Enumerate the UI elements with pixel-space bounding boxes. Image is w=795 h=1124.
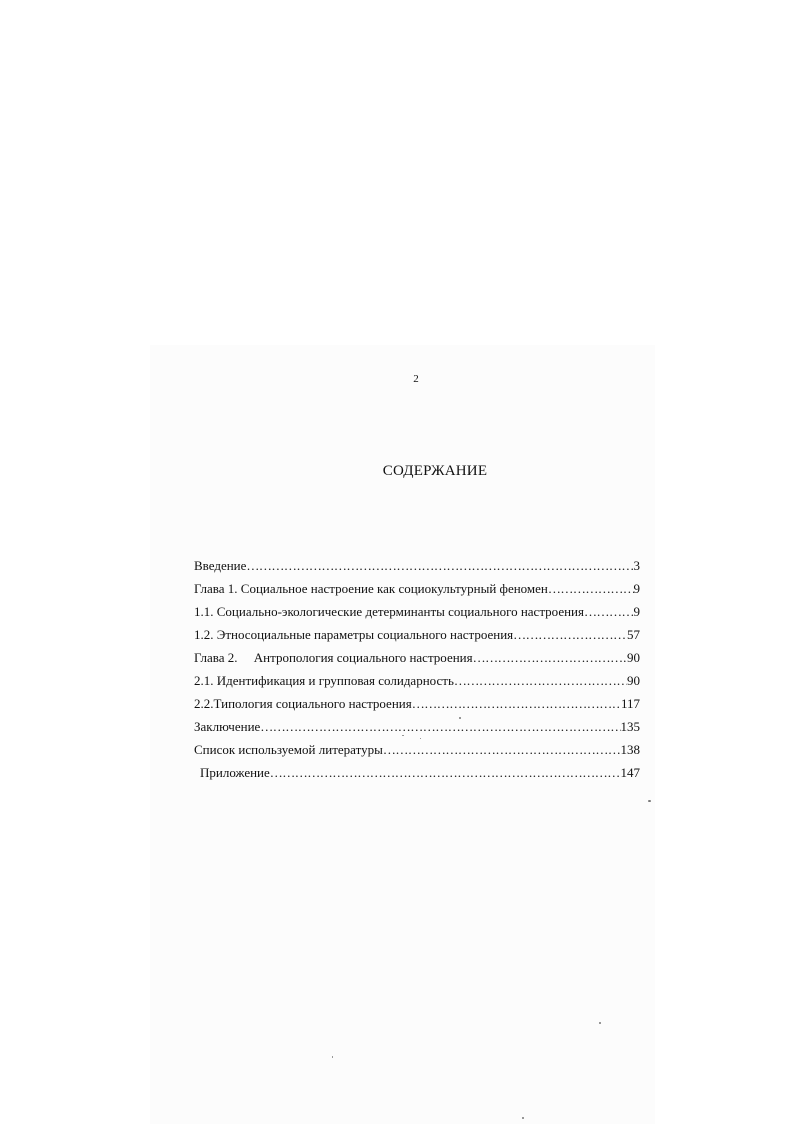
toc-entry-page: 9 (633, 604, 640, 619)
table-of-contents (194, 557, 640, 787)
toc-entry-title: Введение (194, 558, 247, 573)
scan-speck (648, 800, 651, 802)
toc-dot-leader (260, 718, 620, 736)
toc-entry-appendix[interactable] (194, 764, 640, 787)
scan-speck (402, 735, 404, 736)
toc-dot-leader (270, 764, 621, 782)
toc-entry-title: Глава 1. Социальное настроение как социокультурный феномен (194, 581, 548, 596)
toc-entry-conclusion[interactable] (194, 718, 640, 741)
toc-entry-title: 1.2. Этносоциальные параметры социального настроения (194, 627, 514, 642)
toc-entry-page: 90 (627, 650, 640, 665)
toc-entry-title: Список используемой литературы (194, 742, 383, 757)
toc-entry-section-1-1[interactable] (194, 603, 640, 626)
scan-speck (420, 738, 421, 739)
toc-entry-chapter-2[interactable] (194, 649, 640, 672)
toc-dot-leader (412, 695, 621, 713)
toc-entry-page: 147 (620, 765, 640, 780)
toc-entry-title: Приложение (200, 765, 270, 780)
toc-entry-page: 117 (620, 696, 640, 711)
toc-dot-leader (584, 603, 634, 621)
toc-entry-page: 138 (620, 742, 640, 757)
scan-speck (522, 1117, 524, 1119)
scan-speck (332, 1056, 333, 1058)
toc-entry-section-2-1[interactable] (194, 672, 640, 695)
toc-entry-page: 3 (633, 558, 640, 573)
toc-entry-chapter-1[interactable] (194, 580, 640, 603)
toc-entry-introduction[interactable] (194, 557, 640, 580)
page-title: СОДЕРЖАНИЕ (382, 463, 488, 479)
toc-dot-leader (383, 741, 621, 759)
toc-entry-bibliography[interactable] (194, 741, 640, 764)
toc-entry-page: 57 (627, 627, 640, 642)
toc-dot-leader (513, 626, 627, 644)
toc-entry-title: Заключение (194, 719, 261, 734)
toc-entry-title: 1.1. Социально-экологические детерминанты социального настроения (194, 604, 584, 619)
toc-entry-title: Глава 2. Антропология социального настроения (194, 650, 473, 665)
toc-dot-leader (246, 557, 633, 575)
toc-dot-leader (473, 649, 627, 667)
toc-dot-leader (454, 672, 627, 690)
page-number: 2 (413, 373, 419, 385)
scan-speck (459, 717, 461, 719)
toc-entry-page: 90 (627, 673, 640, 688)
toc-dot-leader (548, 580, 634, 598)
toc-entry-section-2-2[interactable] (194, 695, 640, 718)
scan-speck (599, 1022, 601, 1024)
toc-entry-title: 2.1. Идентификация и групповая солидарность (194, 673, 454, 688)
toc-entry-section-1-2[interactable] (194, 626, 640, 649)
toc-entry-title: 2.2.Типология социального настроения (194, 696, 412, 711)
toc-entry-page: 9 (633, 581, 640, 596)
toc-entry-page: 135 (620, 719, 640, 734)
